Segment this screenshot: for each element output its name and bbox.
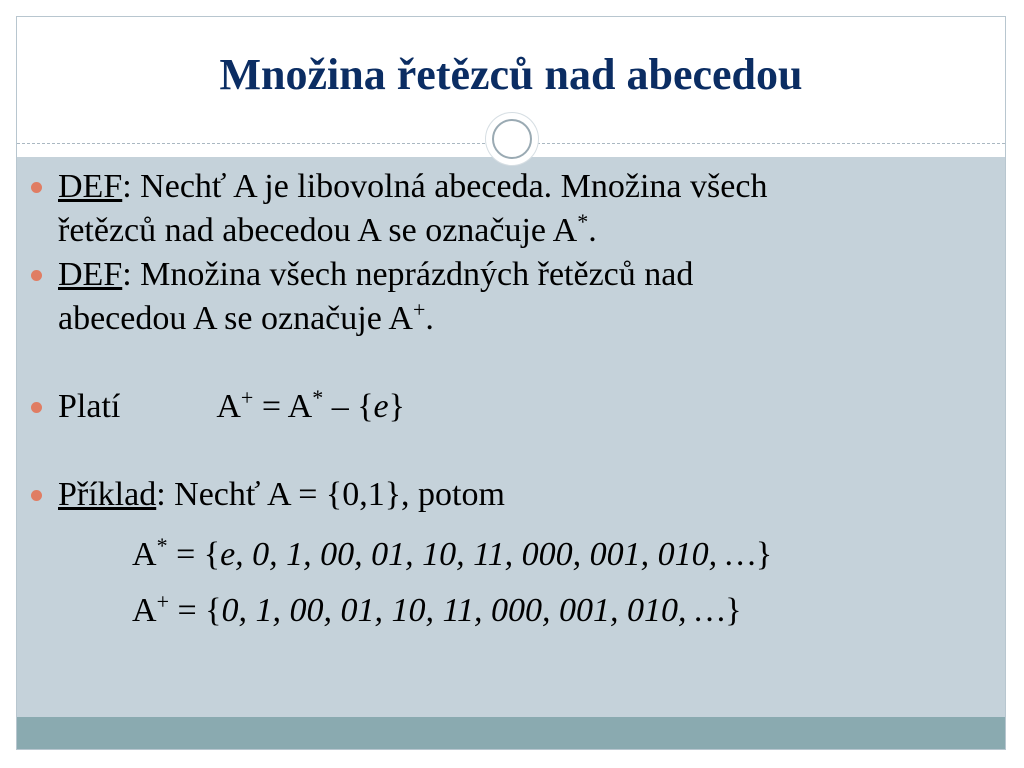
formula-eq: = A	[253, 388, 313, 425]
star-set-line	[58, 533, 958, 577]
period: .	[588, 212, 597, 249]
ornament-ring-inner	[492, 119, 532, 159]
spacer	[58, 341, 958, 385]
star-set-a: A	[132, 536, 157, 573]
plus-set-eq: = {	[168, 592, 222, 629]
plati-label: Platí	[58, 388, 121, 425]
bullet-dot-icon	[31, 270, 42, 281]
footer-bar	[17, 717, 1005, 750]
bullet-line	[58, 385, 958, 429]
star-superscript: *	[577, 209, 589, 234]
bullet-dot-icon	[31, 402, 42, 413]
bullet-line	[58, 253, 958, 297]
def-text: : Množina všech neprázdných řetězců nad	[122, 256, 694, 293]
def-keyword: DEF	[58, 256, 123, 293]
bullet-line	[58, 209, 958, 253]
plus-set-line	[58, 589, 958, 633]
period: .	[425, 300, 434, 337]
priklad-text: : Nechť A = {0,1}, potom	[156, 476, 505, 513]
bullet-line	[58, 473, 958, 517]
formula-star-sup: *	[312, 385, 324, 410]
formula-a: A	[216, 388, 241, 425]
bullet-line	[58, 297, 958, 341]
formula-e: e	[373, 388, 389, 425]
star-set-eq: = {	[167, 536, 221, 573]
ornament-ring-icon	[486, 113, 538, 165]
priklad-keyword: Příklad	[58, 476, 157, 513]
star-set-elements: e, 0, 1, 00, 01, 10, 11, 000, 001, 010, …	[220, 536, 756, 573]
slide-title: Množina řetězců nad abecedou	[219, 50, 803, 99]
spacer	[58, 429, 958, 473]
def-text-cont: abecedou A se označuje A	[58, 300, 413, 337]
formula-minus: – {	[323, 388, 374, 425]
bullet-line	[58, 165, 958, 209]
star-set-end: }	[755, 536, 773, 573]
formula-plus-sup: +	[240, 385, 254, 410]
star-set-sup: *	[156, 533, 168, 558]
bullet-plati	[58, 385, 958, 429]
bullet-dot-icon	[31, 490, 42, 501]
plus-set-sup: +	[156, 589, 169, 614]
plus-set-a: A	[132, 592, 157, 629]
bullet-def-star	[58, 165, 958, 253]
bullet-priklad	[58, 473, 958, 633]
def-text-cont: řetězců nad abecedou A se označuje A	[58, 212, 578, 249]
def-text: : Nechť A je libovolná abeceda. Množina všech	[122, 168, 768, 205]
def-keyword: DEF	[58, 168, 123, 205]
plus-set-elements: 0, 1, 00, 01, 10, 11, 000, 001, 010, …	[221, 592, 726, 629]
slide-body	[58, 165, 958, 633]
formula-end: }	[388, 388, 405, 425]
plus-set-end: }	[725, 592, 742, 629]
plus-superscript: +	[412, 297, 426, 322]
bullet-dot-icon	[31, 182, 42, 193]
bullet-def-plus	[58, 253, 958, 341]
